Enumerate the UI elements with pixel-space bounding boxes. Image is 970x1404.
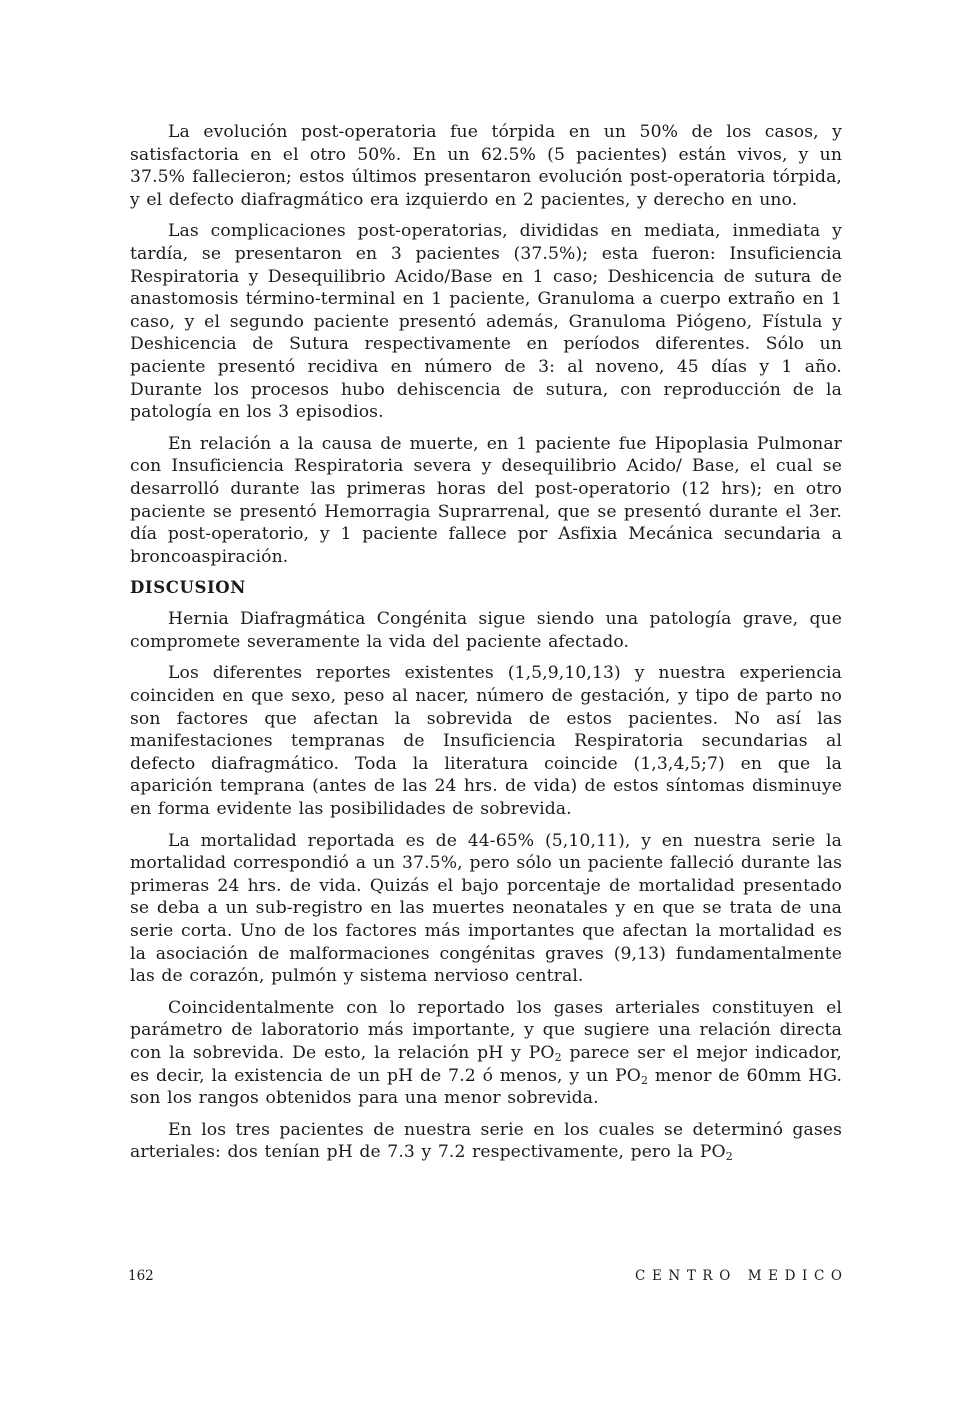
article-body xyxy=(130,121,842,1173)
subscript-2: 2 xyxy=(641,1073,649,1087)
gases-text-part-3: menor de 60mm HG. son los rangos obtenidos para una menor sobrevida. xyxy=(130,1065,843,1109)
paragraph-reports: Los diferentes reportes existentes (1,5,9,10,13) y nuestra experiencia coinciden en que sexo, peso al nacer, número de gestación, y tipo de parto no son factores que afectan la sobrevida de estos pacientes. No así las manifestaciones tempranas de Insuficiencia Respiratoria secundarias al defecto diafragmático. Toda la literatura coincide (1,3,4,5;7) en que la aparición temprana (antes de las 24 hrs. de vida) de estos síntomas disminuye en forma evidente las posibilidades de sobrevida. xyxy=(130,663,842,820)
subscript-2: 2 xyxy=(725,1150,733,1164)
page-number: 162 xyxy=(128,1268,154,1284)
paragraph-cause-of-death: En relación a la causa de muerte, en 1 paciente fue Hipoplasia Pulmonar con Insuficiencia Respiratoria severa y desequilibrio Acido/ Base, el cual se desarrolló durante las primeras horas del post-operatorio (12 hrs); en otro paciente se presentó Hemorragia Suprarrenal, que se presentó durante el 3er. día post-operatorio, y 1 paciente fallece por Asfixia Mecánica secundaria a broncoaspiración. xyxy=(130,433,842,567)
paragraph-three-patients xyxy=(130,1119,842,1164)
gases-text-part-1: Coincidentalmente con lo reportado los gases arteriales constituyen el parámetro de laboratorio más importante, y que sugiere una relación directa con la sobrevida. De esto, la relación pH y PO xyxy=(130,997,842,1063)
subscript-2: 2 xyxy=(554,1050,562,1064)
paragraph-mortality: La mortalidad reportada es de 44-65% (5,10,11), y en nuestra serie la mortalidad correspondió a un 37.5%, pero sólo un paciente falleció durante las primeras 24 hrs. de vida. Quizás el bajo porcentaje de mortalidad presentado se deba a un sub-registro en las muertes neonatales y en que se trata de una serie corta. Uno de los factores más importantes que afectan la mortalidad es la asociación de malformaciones congénitas graves (9,13) fundamentalmente las de corazón, pulmón y sistema nervioso central. xyxy=(130,830,842,987)
paragraph-complications: Las complicaciones post-operatorias, divididas en mediata, inmediata y tardía, se presentaron en 3 pacientes (37.5%); esta fueron: Insuficiencia Respiratoria y Desequilibrio Acido/Base en 1 caso; Deshicencia de sutura de anastomosis término-terminal en 1 paciente, Granuloma a cuerpo extraño en 1 caso, y el segundo paciente presentó además, Granuloma Piógeno, Fístula y Deshicencia de Sutura respectivamente en períodos diferentes. Sólo un paciente presentó recidiva en número de 3: al noveno, 45 días y 1 año. Durante los procesos hubo dehiscencia de sutura, con reproducción de la patología en los 3 episodios. xyxy=(130,221,842,423)
paragraph-arterial-gases xyxy=(130,997,842,1110)
three-patients-text: En los tres pacientes de nuestra serie en los cuales se determinó gases arteriales: dos tenían pH de 7.3 y 7.2 respectivamente, pero la PO xyxy=(130,1119,842,1163)
journal-name: CENTRO MEDICO xyxy=(635,1268,849,1284)
paragraph-hernia-intro: Hernia Diafragmática Congénita sigue siendo una patología grave, que compromete severamente la vida del paciente afectado. xyxy=(130,609,842,652)
gases-text-part-2: parece ser el mejor indicador, es decir, la existencia de un pH de 7.2 ó menos, y un PO xyxy=(130,1042,842,1086)
paragraph-postoperative-evolution: La evolución post-operatoria fue tórpida en un 50% de los casos, y satisfactoria en el otro 50%. En un 62.5% (5 pacientes) están vivos, y un 37.5% fallecieron; estos últimos presentaron evolución post-operatoria tórpida, y el defecto diafragmático era izquierdo en 2 pacientes, y derecho en uno. xyxy=(130,122,842,210)
section-heading-discusion: DISCUSION xyxy=(130,578,246,598)
